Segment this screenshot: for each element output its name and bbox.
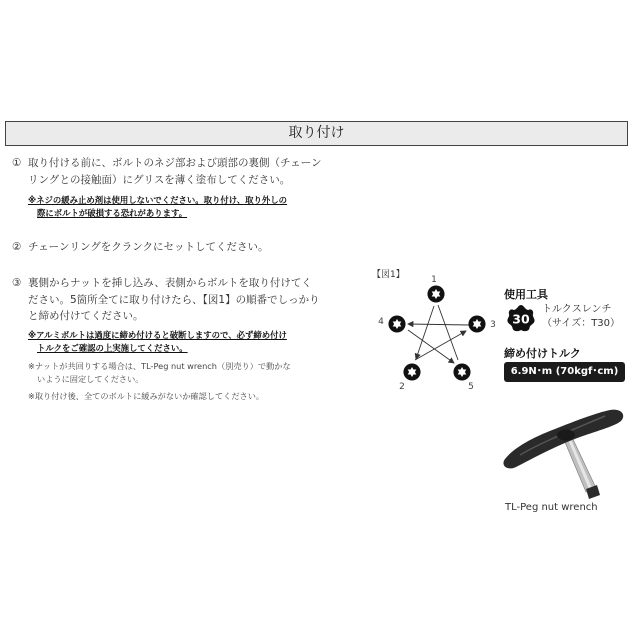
step-3-note-line-1: ※ナットが共回りする場合は、TL-Peg nut wrench（別売り）で動かな <box>28 361 291 371</box>
step-3 <box>12 275 357 325</box>
step-number: ② <box>12 241 22 253</box>
step-number: ③ <box>12 277 22 289</box>
bolt-3-number: 3 <box>490 320 496 330</box>
arrow-4-to-5 <box>408 330 454 363</box>
step-3-note-line-2: いように固定してください。 <box>37 374 144 384</box>
step-3-warning-line-2: トルクをご確認の上実施してください。 <box>37 343 188 353</box>
step-3-line-2: ださい。5箇所全てに取り付けたら、【図1】の順番でしっかり <box>28 293 320 306</box>
step-1-line-2: リングとの接触面）にグリスを薄く塗布してください。 <box>28 173 291 186</box>
tool-description <box>542 303 620 331</box>
bolt-order-diagram <box>370 268 500 393</box>
wrench-caption: TL-Peg nut wrench <box>505 502 598 513</box>
step-3-warning-line-1: ※アルミボルトは過度に締め付けると破断しますので、必ず締め付け <box>28 330 287 340</box>
bolt-5-icon <box>453 363 470 380</box>
step-number: ① <box>12 157 22 169</box>
bolt-2-number: 2 <box>399 382 405 392</box>
torx-badge-icon <box>506 304 536 334</box>
arrow-3-to-4 <box>408 324 469 325</box>
step-3-note-line-3: ※取り付け後、全てのボルトに緩みがないか確認してください。 <box>28 391 265 401</box>
arrow-5-to-1 <box>438 305 458 360</box>
step-3-line-1: 裏側からナットを挿し込み、表側からボルトを取り付けてく <box>28 277 312 289</box>
bolt-3-icon <box>468 315 485 332</box>
bolt-5-number: 5 <box>468 382 474 392</box>
step-1 <box>12 155 357 188</box>
peg-nut-wrench-image <box>500 405 630 500</box>
step-3-line-3: と締め付けてください。 <box>28 310 144 322</box>
tool-heading: 使用工具 <box>504 288 548 301</box>
torque-value: 6.9N･m (70kgf･cm) <box>504 362 625 382</box>
bolt-4-icon <box>388 315 405 332</box>
step-1-warning-line-1: ※ネジの緩み止め剤は使用しないでください。取り付け、取り外しの <box>28 195 288 205</box>
bolt-1-number: 1 <box>431 275 437 285</box>
tool-name: トルクスレンチ <box>542 304 612 315</box>
step-2 <box>12 239 357 256</box>
bolt-1-icon <box>427 285 444 302</box>
bolt-2-icon <box>403 363 420 380</box>
torx-badge-number: 30 <box>512 311 530 327</box>
step-2-line-1: チェーンリングをクランクにセットしてください。 <box>28 241 269 253</box>
torque-heading: 締め付けトルク <box>504 347 581 360</box>
figure-label: 【図1】 <box>372 270 405 280</box>
step-1-line-1: 取り付ける前に、ボルトのネジ部および頭部の裏側（チェーン <box>28 157 322 169</box>
arrow-2-to-3 <box>415 331 466 360</box>
tool-size: （サイズ：T30） <box>542 318 621 329</box>
section-title: 取り付け <box>5 121 628 146</box>
bolt-4-number: 4 <box>378 317 384 327</box>
step-1-warning-line-2: 際にボルトが破損する恐れがあります。 <box>37 208 188 218</box>
